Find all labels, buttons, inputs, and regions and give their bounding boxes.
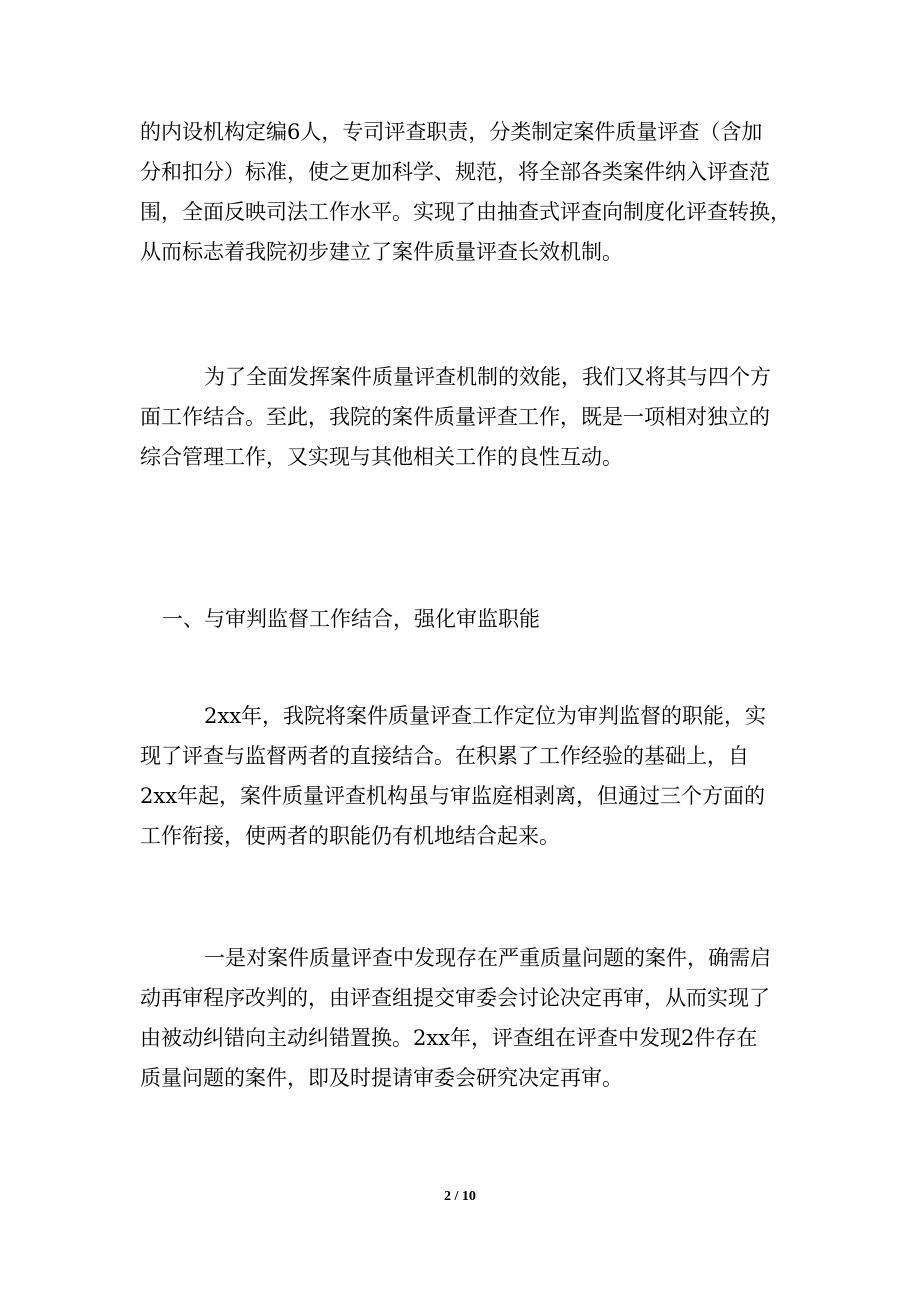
text-line: 围，全面反映司法工作水平。实现了由抽查式评查向制度化评查转换， [140,200,791,224]
text-line: 的内设机构定编6人，专司评查职责，分类制定案件质量评查（含加 [140,120,763,144]
heading-text: 一、与审判监督工作结合，强化审监职能 [162,607,540,631]
page-number: 2 / 10 [444,1189,476,1204]
text-line: 面工作结合。至此，我院的案件质量评查工作，既是一项相对独立的 [140,405,770,429]
text-line: 2xx年，我院将案件质量评查工作定位为审判监督的职能，实 [204,704,767,728]
text-line: 为了全面发挥案件质量评查机制的效能，我们又将其与四个方 [204,365,771,389]
text-line: 现了评查与监督两者的直接结合。在积累了工作经验的基础上，自 [140,744,749,768]
paragraph-integration [140,357,780,477]
text-line: 质量问题的案件，即及时提请审委会研究决定再审。 [140,1066,623,1090]
paragraph-continuation [140,112,791,272]
paragraph-retrial [140,938,780,1098]
paragraph-supervision [140,696,780,856]
text-line: 由被动纠错向主动纠错置换。2xx年，评查组在评查中发现2件存在 [140,1026,758,1050]
section-heading [140,599,780,639]
text-line: 综合管理工作，又实现与其他相关工作的良性互动。 [140,445,623,469]
text-line: 动再审程序改判的，由评查组提交审委会讨论决定再审，从而实现了 [140,986,770,1010]
text-line: 一是对案件质量评查中发现存在严重质量问题的案件，确需启 [204,946,771,970]
text-line: 从而标志着我院初步建立了案件质量评查长效机制。 [140,240,623,264]
text-line: 2xx年起，案件质量评查机构虽与审监庭相剥离，但通过三个方面的 [140,784,766,808]
text-line: 工作衔接，使两者的职能仍有机地结合起来。 [140,824,560,848]
text-line: 分和扣分）标准，使之更加科学、规范，将全部各类案件纳入评查范 [140,160,770,184]
